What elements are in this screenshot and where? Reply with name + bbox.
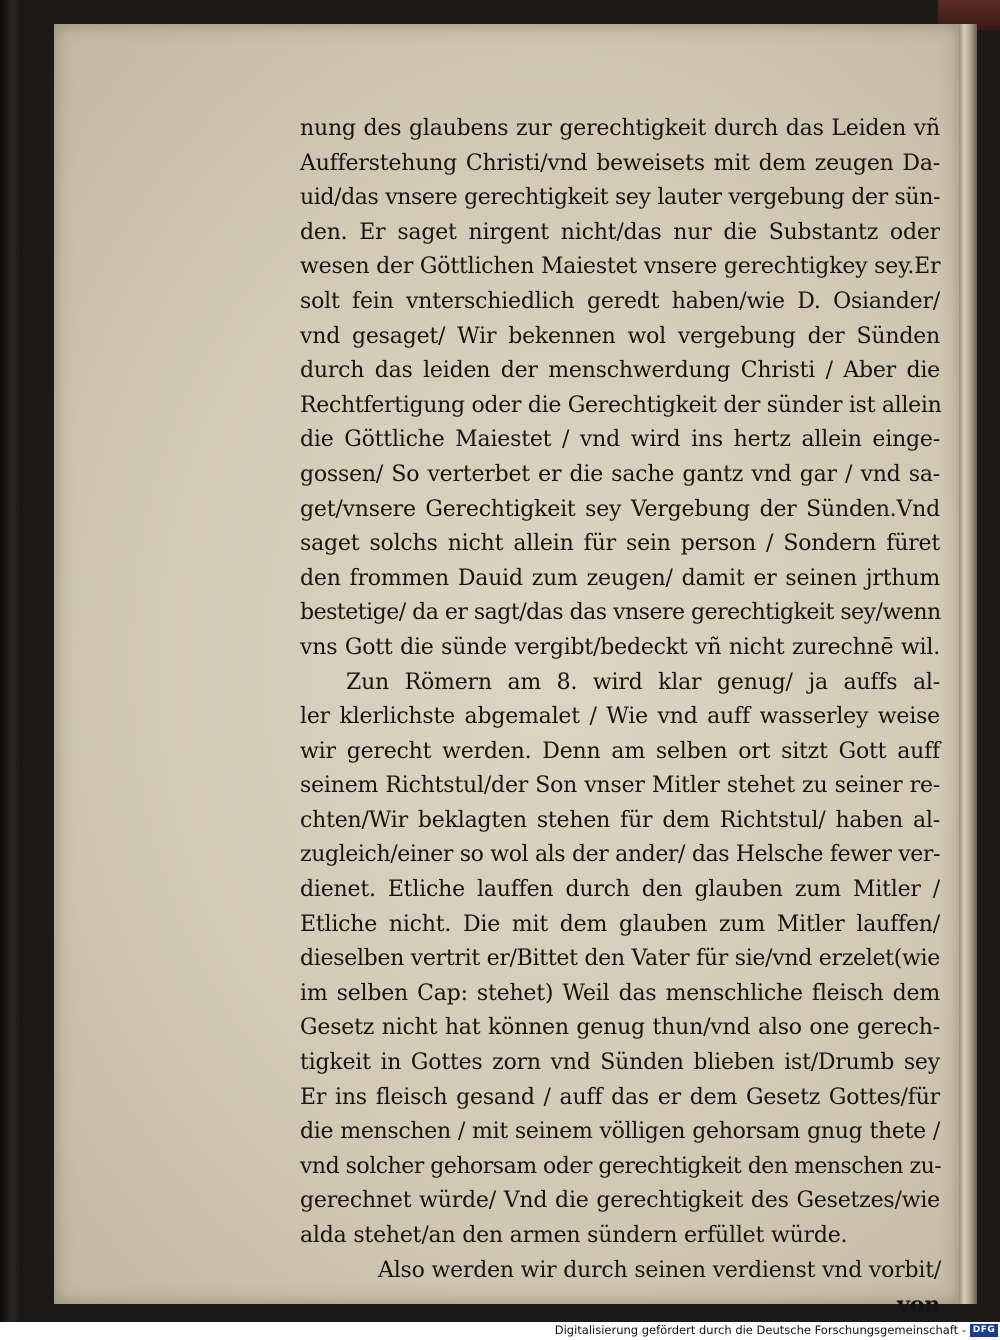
- text-line: Er ins fleisch gesand / auff das er dem Gesetz Gottes/für: [300, 1084, 940, 1110]
- page-text-block: [300, 112, 940, 1323]
- text-line: saget solchs nicht allein für sein person / Sondern füret: [300, 531, 940, 557]
- text-line: dienet. Etliche lauffen durch den glauben zum Mitler /: [300, 877, 940, 903]
- text-line: seinem Richtstul/der Son vnser Mitler stehet zu seiner re-: [300, 773, 940, 799]
- text-line: uid/das vnsere gerechtigkeit sey lauter vergebung der sün-: [300, 185, 940, 211]
- text-line: den. Er saget nirgent nicht/das nur die Substantz oder: [300, 219, 940, 245]
- text-line: Gesetz nicht hat können genug thun/vnd also one gerech-: [300, 1015, 940, 1041]
- text-line: gossen/ So verterbet er die sache gantz vnd gar / vnd sa-: [300, 461, 940, 487]
- text-line: Rechtfertigung oder die Gerechtigkeit der sünder ist allein: [300, 392, 942, 418]
- paragraph-end-line: alda stehet/an den armen sündern erfüllet würde.: [300, 1223, 848, 1248]
- text-line: Aufferstehung Christi/vnd beweisets mit dem zeugen Da-: [300, 150, 940, 176]
- text-line: ler klerlichste abgemalet / Wie vnd auff wasserley weise: [300, 704, 940, 730]
- paragraph-start-line: Also werden wir durch seinen verdienst vnd vorbit/: [378, 1257, 942, 1283]
- text-line: tigkeit in Gottes zorn vnd Sünden blieben ist/Drumb sey: [300, 1050, 940, 1076]
- text-line: solt fein vnterschiedlich geredt haben/wie D. Osiander/: [300, 288, 940, 314]
- text-line: Etliche nicht. Die mit dem glauben zum Mitler lauffen/: [300, 911, 940, 937]
- text-line: gerechnet würde/ Vnd die gerechtigkeit des Gesetzes/wie: [300, 1188, 940, 1214]
- text-line: bestetige/ da er sagt/das das vnsere gerechtigkeit sey/wenn: [300, 600, 941, 626]
- text-line: vnd gesaget/ Wir bekennen wol vergebung der Sünden: [300, 323, 940, 349]
- text-line: wir gerecht werden. Denn am selben ort sitzt Gott auff: [300, 738, 940, 764]
- text-line: vns Gott die sünde vergibt/bedeckt vñ nicht zurechnē wil.: [300, 634, 940, 660]
- text-line: im selben Cap: stehet) Weil das menschliche fleisch dem: [300, 980, 940, 1006]
- dfg-logo: DFG: [970, 1324, 998, 1337]
- text-line: wesen der Göttlichen Maiestet vnsere gerechtigkey sey.Er: [300, 254, 941, 280]
- text-line: dieselben vertrit er/Bittet den Vater für sie/vnd erzelet(wie: [300, 946, 940, 972]
- page-stack-edge: [959, 24, 977, 1304]
- text-line: den frommen Dauid zum zeugen/ damit er seinen jrthum: [300, 565, 940, 591]
- text-line: durch das leiden der menschwerdung Christi / Aber die: [300, 358, 940, 384]
- text-line: nung des glaubens zur gerechtigkeit durch das Leiden vñ: [300, 116, 940, 141]
- paragraph-start-line: Zun Römern am 8. wird klar genug/ ja auffs al-: [346, 669, 940, 695]
- catchword: von: [897, 1292, 940, 1319]
- book-cover-edge: [0, 0, 22, 1322]
- digitization-footer: [0, 1322, 1000, 1340]
- text-line: zugleich/einer so wol als der ander/ das Helsche fewer ver-: [300, 842, 940, 868]
- text-line: vnd solcher gehorsam oder gerechtigkeit den menschen zu-: [300, 1153, 942, 1179]
- text-line: die Göttliche Maiestet / vnd wird ins hertz allein einge-: [300, 427, 940, 453]
- funding-credit: Digitalisierung gefördert durch die Deutsche Forschungsgemeinschaft -: [554, 1323, 966, 1337]
- text-line: die menschen / mit seinem völligen gehorsam gnug thete /: [300, 1119, 940, 1145]
- text-line: chten/Wir beklagten stehen für dem Richtstul/ haben al-: [300, 807, 940, 833]
- text-line: get/vnsere Gerechtigkeit sey Vergebung der Sünden.Vnd: [300, 496, 940, 522]
